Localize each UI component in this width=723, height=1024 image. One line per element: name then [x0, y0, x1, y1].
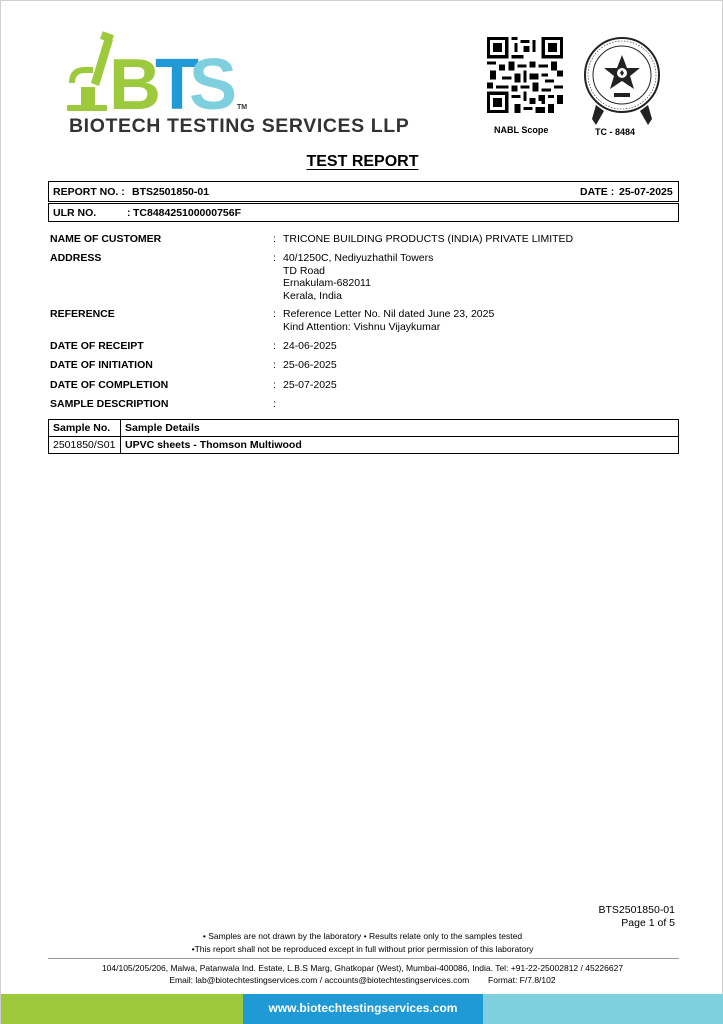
table-header-row [49, 420, 679, 437]
address-value [283, 252, 433, 302]
page-number: Page 1 of 5 [621, 917, 675, 929]
ulr-label: ULR NO. [53, 207, 97, 219]
colon: : [273, 379, 276, 391]
reference-line: Reference Letter No. Nil dated June 23, 2025 [283, 308, 495, 320]
band-green [1, 994, 243, 1024]
customer-name-label: NAME OF CUSTOMER [50, 233, 162, 245]
completion-date-label: DATE OF COMPLETION [50, 379, 169, 391]
document-id-block [599, 904, 675, 930]
website-link[interactable]: www.biotechtestingservices.com [268, 1001, 458, 1015]
address-line: Ernakulam-682011 [283, 277, 371, 289]
sample-no-cell: 2501850/S01 [49, 437, 121, 454]
initiation-date-label: DATE OF INITIATION [50, 359, 153, 371]
colon: : [273, 340, 276, 352]
ulr-colon: : [127, 207, 131, 219]
sample-description-label: SAMPLE DESCRIPTION [50, 398, 169, 410]
colon: : [273, 252, 276, 264]
footer-divider [48, 958, 679, 959]
report-title: TEST REPORT [306, 153, 419, 170]
report-number-box [48, 181, 679, 202]
address-label: ADDRESS [50, 252, 102, 264]
disclaimer-note: • Samples are not drawn by the laboratory • Results relate only to the samples tested [202, 931, 523, 941]
receipt-date-value: 24-06-2025 [283, 340, 337, 352]
colon: : [273, 233, 276, 245]
nabl-seal-icon [582, 35, 662, 131]
accreditation-number: TC - 8484 [595, 127, 636, 137]
reproduction-note: •This report shall not be reproduced except in full without prior permission of this laboratory [191, 944, 534, 954]
address-line: TD Road [283, 264, 326, 277]
receipt-date-label: DATE OF RECEIPT [50, 340, 144, 352]
reference-label: REFERENCE [50, 308, 115, 320]
footer-color-band [1, 994, 723, 1024]
qr-code-icon[interactable] [487, 37, 563, 113]
report-no-label: REPORT NO. : [53, 186, 125, 198]
company-name: BIOTECH TESTING SERVICES LLP [69, 115, 410, 137]
column-header-sample-details: Sample Details [121, 420, 679, 437]
date-label: DATE : [580, 186, 615, 198]
logo-letter-s: S [189, 45, 238, 125]
completion-date-value: 25-07-2025 [283, 379, 337, 391]
lab-contact: Email: lab@biotechtestingservices.com / accounts@biotechtestingservices.com Format: F/7.8/102 [169, 975, 556, 985]
microscope-icon [67, 31, 114, 111]
ulr-number-box [48, 203, 679, 222]
initiation-date-value: 25-06-2025 [283, 359, 337, 371]
address-line: Kerala, India [283, 289, 342, 302]
logo-letter-t: T [155, 45, 199, 125]
lab-address: 104/105/205/206, Malwa, Patanwala Ind. Estate, L.B.S Marg, Ghatkopar (West), Mumbai-400086, India. Tel: +91-22-25002812 / 45226627 [101, 963, 624, 973]
table-row [49, 437, 679, 454]
reference-line: Kind Attention: Vishnu Vijaykumar [283, 320, 441, 333]
column-header-sample-no: Sample No. [49, 420, 121, 437]
colon: : [273, 308, 276, 320]
reference-value [283, 308, 494, 333]
colon: : [273, 398, 276, 410]
sample-details-cell: UPVC sheets - Thomson Multiwood [121, 437, 679, 454]
document-id: BTS2501850-01 [598, 904, 675, 916]
ulr-value: TC848425100000756F [133, 207, 242, 219]
colon: : [273, 359, 276, 371]
customer-name-value: TRICONE BUILDING PRODUCTS (INDIA) PRIVATE LIMITED [283, 233, 574, 245]
logo-letter-b: B [109, 45, 161, 125]
trademark-label: TM [237, 104, 248, 111]
sample-table [48, 419, 679, 454]
qr-caption: NABL Scope [494, 125, 549, 135]
report-no-value: BTS2501850-01 [132, 186, 210, 198]
date-value: 25-07-2025 [619, 186, 673, 198]
address-line: 40/1250C, Nediyuzhathil Towers [283, 252, 434, 264]
band-light-blue [483, 994, 723, 1024]
